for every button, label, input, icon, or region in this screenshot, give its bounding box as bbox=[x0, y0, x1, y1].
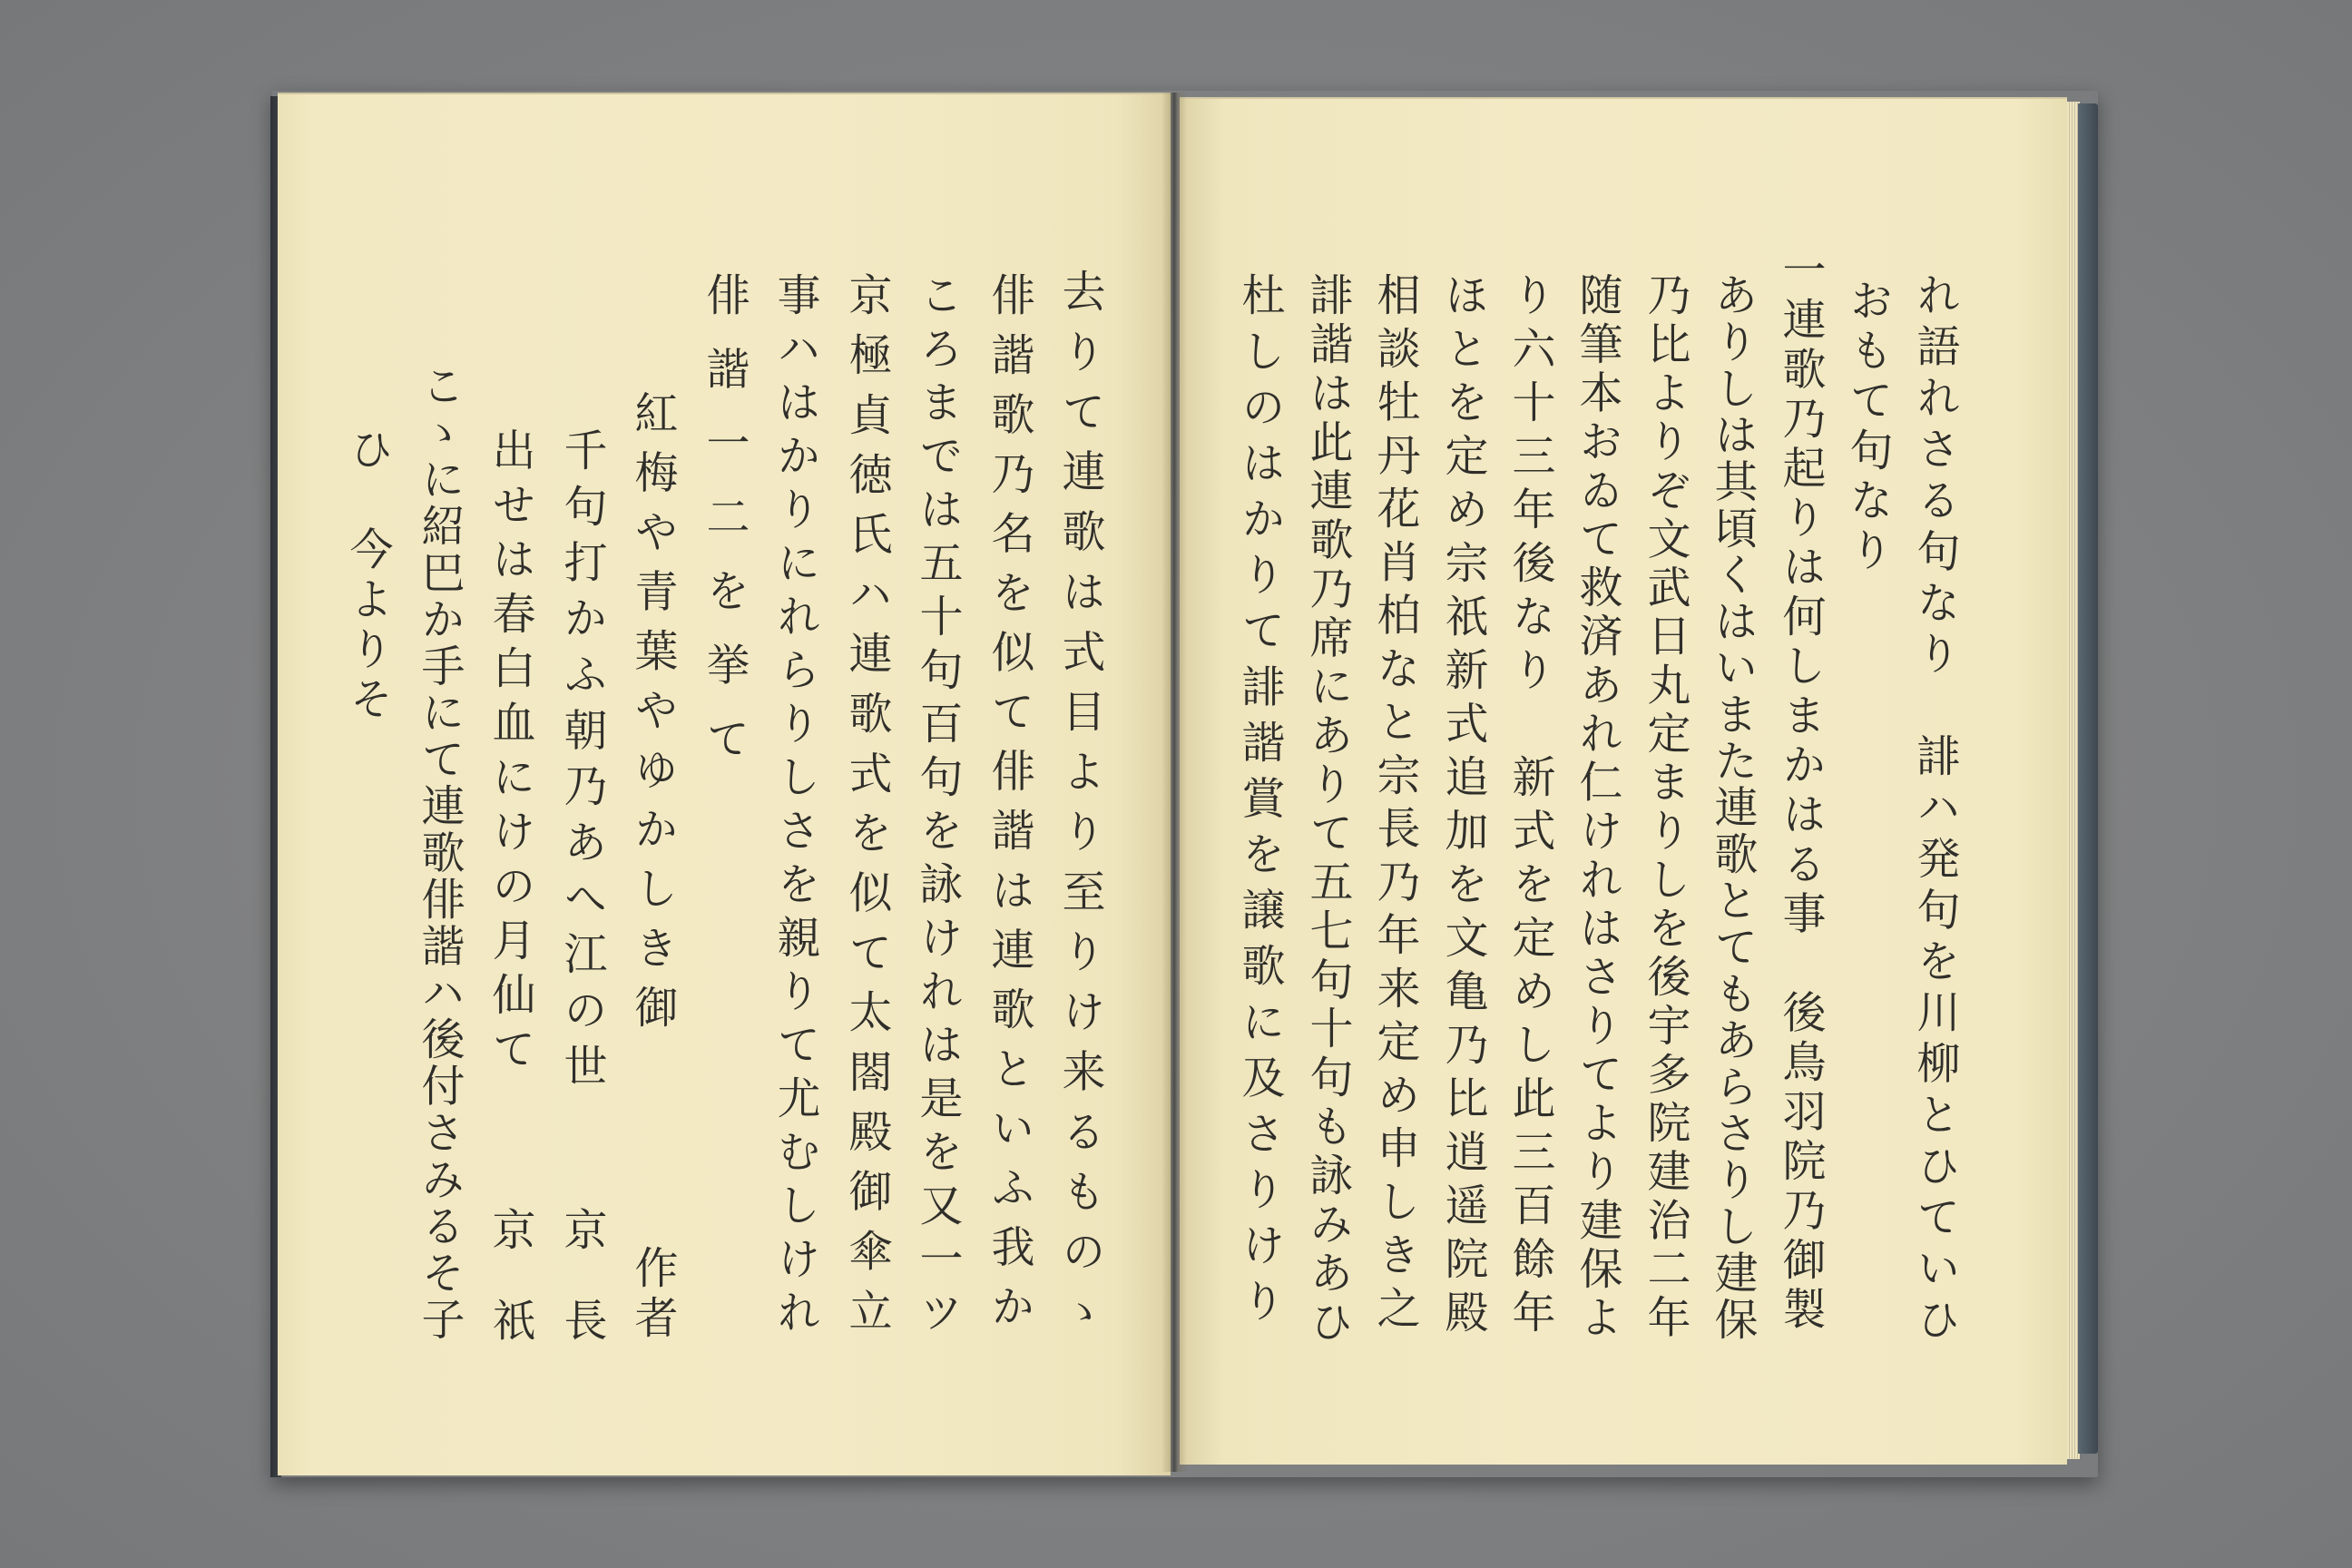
text-column: 乃比よりぞ文武日丸定まりしを後宇多院建治二年 bbox=[1640, 272, 1690, 1343]
column-note: 京 長 bbox=[556, 1207, 607, 1343]
text-column: 随筆本おゐて救済あれ仁けれはさりてより建保よ bbox=[1572, 272, 1622, 1343]
text-column: り六十三年後なり 新式を定めし此三百餘年 bbox=[1504, 272, 1555, 1343]
text-column: ひ 今よりそ bbox=[342, 426, 393, 726]
back-cover-edge bbox=[2078, 103, 2098, 1454]
book-gutter bbox=[1161, 93, 1187, 1472]
text-column: 相談牡丹花肖柏なと宗長乃年来定め申しき之 bbox=[1369, 272, 1420, 1338]
text-column: こゝに紹巴か手にて連歌俳諧ハ後付さみるそ子 bbox=[414, 363, 465, 1343]
text-column: 誹諧は此連歌乃席にありて五七句十句も詠みあひ bbox=[1302, 272, 1353, 1348]
poem-column: 出せは春白血にけの月仙て bbox=[485, 427, 535, 1081]
text-column: れ語れさる句なり 誹ハ発句を川柳とひていひ bbox=[1909, 272, 1960, 1348]
column-note: 京 祇 bbox=[485, 1207, 535, 1343]
text-column: 俳諧一二を挙て bbox=[699, 272, 750, 789]
text-column: 俳諧歌乃名を似て俳諧は連歌といふ我か bbox=[984, 272, 1034, 1343]
text-column: 杜しのはかりて誹諧賞を譲歌に及さりけり bbox=[1234, 272, 1285, 1334]
text-column: ほとを定め宗祇新式追加を文亀乃比逍遥院殿 bbox=[1437, 272, 1488, 1343]
text-column: 一連歌乃起りは何しまかはる事 後鳥羽院乃御製 bbox=[1775, 247, 1826, 1336]
text-column: おもて句なり bbox=[1842, 278, 1893, 577]
text-column: ありしは其頃くはいまた連歌とてもあらさりし建保 bbox=[1707, 272, 1758, 1343]
column-note: 作者 bbox=[627, 1245, 678, 1345]
text-column: ころまでは五十句百句を詠けれは是を又一ツ bbox=[912, 272, 963, 1343]
text-column: 事ハはかりにれらりしさを親りて尤むしけれ bbox=[769, 272, 820, 1343]
poem-column: 千句打かふ朝乃あへ江の世 bbox=[556, 427, 607, 1099]
text-column: 京極貞徳氏ハ連歌式を似て太閤殿御傘立 bbox=[841, 272, 892, 1348]
text-column: 去りて連歌は式目より至りけ来るものゝ bbox=[1054, 269, 1105, 1348]
poem-column: 紅梅や青葉やゆかしき御 bbox=[627, 390, 678, 1044]
